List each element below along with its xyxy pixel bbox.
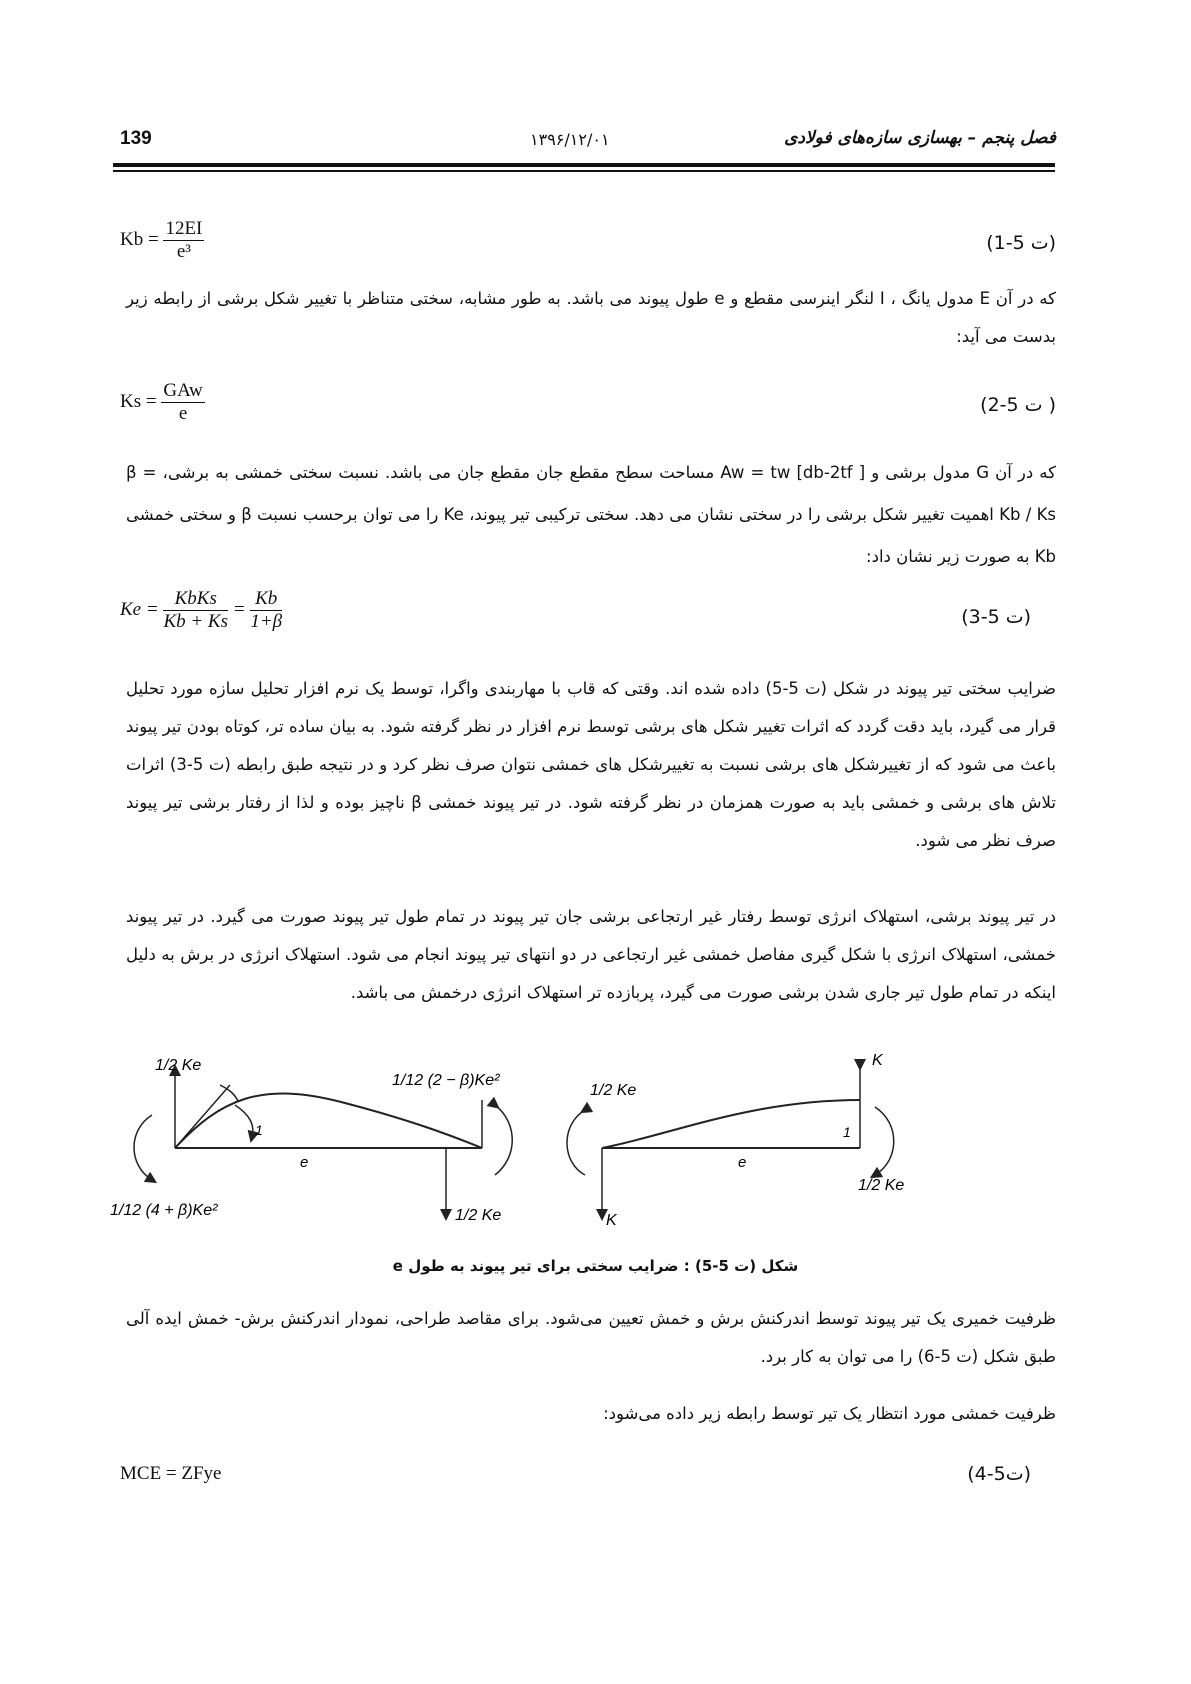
eq1-lhs: Kb = — [120, 228, 159, 250]
page-number: 139 — [120, 128, 152, 149]
eq3-den1: Kb + Ks — [163, 611, 228, 632]
eq3-den2: 1+β — [250, 611, 283, 632]
right-diagram-right-moment — [875, 1107, 894, 1175]
equation-3 — [120, 588, 282, 633]
eq3-equals: = — [232, 598, 246, 620]
left-diagram — [110, 1057, 512, 1224]
eq1-numerator: 12EI — [165, 218, 203, 239]
figure-caption: شکل (ت 5-5) : ضرایب سختی برای تیر پیوند به طول e — [392, 1257, 799, 1275]
left-moment-label: 1/12 (4 + β)Ke² — [110, 1202, 218, 1219]
eq2-denominator: e — [178, 403, 188, 424]
paragraph-4: در تیر پیوند برشی، استهلاک انرژی توسط رفتار غیر ارتجاعی برشی جان تیر پیوند در تمام طول تیر پیوند صورت می گیرد. در تیر پیوند خمشی، استهلاک انرژی با شکل گیری مفاصل خمشی غیر ارتجاعی در دو انتهای تیر پیوند انجام می شود. استهلاک انرژی در برش به دلیل اینکه در تمام طول تیر جاری شدن برشی صورت می گیرد، پربازده تر استهلاک انرژی درخمش می باشد. — [126, 907, 1056, 1002]
right-deflected-shape — [602, 1100, 860, 1148]
right-diagram-moment-label: 1/2 Ke — [590, 1082, 637, 1099]
paragraph-1: که در آن E مدول یانگ ، I لنگر اینرسی مقطع و e طول پیوند می باشد. به طور مشابه، سختی متناظر با تغییر شکل برشی از رابطه زیر بدست می آید: — [126, 289, 1057, 346]
equation-2 — [120, 380, 205, 425]
displacement-label: 1 — [843, 1124, 851, 1140]
eq3-lhs: Ke = — [120, 598, 159, 620]
eq3-fraction-2 — [250, 588, 282, 633]
right-moment-label: 1/12 (2 − β)Ke² — [392, 1072, 500, 1089]
chapter-title: فصل پنجم – بهسازی سازه‌های فولادی — [784, 128, 1056, 148]
eq4-number: (ت5-4) — [967, 1463, 1031, 1485]
rotation-label: 1 — [255, 1122, 263, 1138]
right-diagram-left-moment — [567, 1110, 585, 1175]
eq1-denominator: e³ — [176, 241, 191, 262]
left-bottom-force-label: 1/2 Ke — [455, 1207, 502, 1224]
left-top-force-label: 1/2 Ke — [155, 1057, 202, 1074]
paragraph-2: که در آن G مدول برشی و Aw = tw [db-2tf ] مساحت سطح مقطع جان مقطع جان می باشد. نسبت سختی خمشی به برشی، β = Kb / Ks اهمیت تغییر شکل برشی را در سختی نشان می دهد. سختی ترکیبی تیر پیوند، Ke را می توان برحسب نسبت β و سختی خمشی Kb به صورت زیر نشان داد: — [126, 463, 1056, 566]
eq2-numerator: GAw — [163, 380, 203, 401]
header-rule-thick — [113, 163, 1055, 167]
left-length-label: e — [300, 1154, 309, 1171]
equation-4: MCE = ZFye — [120, 1463, 222, 1484]
right-diagram-top-label: K — [872, 1052, 883, 1069]
eq3-num1: KbKs — [163, 588, 228, 611]
header-date: ۱۳۹۶/۱۲/۰۱ — [530, 130, 610, 149]
equation-1 — [120, 218, 204, 263]
paragraph-5: ظرفیت خمیری یک تیر پیوند توسط اندرکنش برش و خمش تعیین می‌شود. برای مقاصد طراحی، نمودار اندرکنش برش- خمش ایده آلی طبق شکل (ت 5-6) را می توان به کار برد. — [126, 1309, 1056, 1366]
eq1-fraction — [163, 218, 204, 263]
rotation-arc — [235, 1105, 253, 1137]
left-moment-arrow — [134, 1115, 152, 1180]
right-moment-arrow — [495, 1105, 512, 1175]
link-beam-stiffness-figure — [110, 1045, 1010, 1245]
eq2-number: ( ت 5-2) — [980, 394, 1056, 416]
eq1-number: (ت 5-1) — [986, 232, 1056, 254]
left-deflected-shape — [175, 1093, 482, 1148]
rotation-tangent — [175, 1085, 230, 1148]
eq3-fraction-1 — [163, 588, 228, 633]
header-rule-thin — [113, 170, 1055, 172]
paragraph-6: ظرفیت خمشی مورد انتظار یک تیر توسط رابطه زیر داده می‌شود: — [603, 1404, 1056, 1423]
right-length-label: e — [738, 1154, 747, 1171]
eq2-lhs: Ks = — [120, 390, 157, 412]
paragraph-3: ضرایب سختی تیر پیوند در شکل (ت 5-5) داده شده اند. وقتی که قاب با مهاربندی واگرا، توسط یک نرم افزار تحلیل سازه مورد تحلیل قرار می گیرد، باید دقت گردد که اثرات تغییر شکل های برشی توسط نرم افزار در نظر گرفته شود. به بیان ساده تر، کوتاه بودن تیر پیوند باعث می شود که از تغییرشکل های برشی نسبت به تغییرشکل های خمشی نتوان صرف نظر کرد و در نتیجه طبق رابطه (ت 5-3) اثرات تلاش های برشی و خمشی باید به صورت همزمان در نظر گرفته شود. در تیر پیوند خمشی β ناچیز بوده و لذا از رفتار برشی تیر پیوند صرف نظر می شود. — [126, 679, 1056, 850]
right-diagram — [567, 1052, 904, 1229]
eq3-num2: Kb — [250, 588, 282, 611]
right-diagram-bottom-label: K — [606, 1212, 617, 1229]
eq2-fraction — [161, 380, 204, 425]
right-diagram-right-label: 1/2 Ke — [858, 1177, 905, 1194]
eq3-number: (ت 5-3) — [961, 606, 1031, 628]
